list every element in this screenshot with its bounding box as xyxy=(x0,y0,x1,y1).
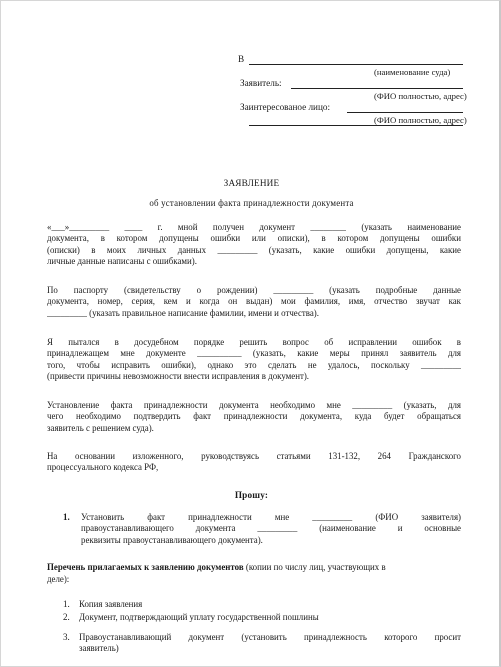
paragraph-line: Установление факта принадлежности документа необходимо мне _________ (указать, для xyxy=(47,400,461,410)
paragraph-line: личные данные написаны с ошибками). xyxy=(47,256,197,267)
paragraph-line: принадлежащем мне документе __________ (указать, какие меры принял заявитель для xyxy=(47,348,461,359)
attachment-item: Копия заявления xyxy=(79,599,143,609)
document-subtitle: об установлении факта принадлежности документа xyxy=(149,198,354,208)
paragraph-line: (описки) в моих личных данных _________ (указать, какие ошибки допущены, какие xyxy=(47,244,461,255)
request-heading: Прошу: xyxy=(234,490,269,500)
attachments-heading-rest: (копии по числу лиц, участвующих в xyxy=(243,562,386,572)
paragraph-line: По паспорту (свидетельству о рождении) _________ (указать подробные данные xyxy=(47,285,461,295)
paragraph-line: документа, в котором допущены ошибки или описки), в котором допущены ошибки xyxy=(47,233,461,244)
attachments-heading-bold: Перечень прилагаемых к заявлению документов xyxy=(47,562,244,572)
request-item xyxy=(81,512,461,546)
court-name-line xyxy=(249,64,463,65)
request-line: правоустанавливающего документа _________ (наименование и основные xyxy=(81,523,461,534)
attachment-number: 3. xyxy=(63,632,70,642)
request-line: Установить факт принадлежности мне _________ (ФИО заявителя) xyxy=(81,512,461,522)
paragraph-4 xyxy=(47,400,461,434)
paragraph-line: процессуального кодекса РФ, xyxy=(47,462,159,473)
attachments-heading-cont: деле): xyxy=(47,574,70,584)
paragraph-1 xyxy=(47,222,461,268)
paragraph-line: На основании изложенного, руководствуясь статьями 131-132, 264 Гражданского xyxy=(47,451,461,461)
attachment-item: Документ, подтверждающий уплату государственной пошлины xyxy=(79,612,319,622)
paragraph-3 xyxy=(47,337,461,383)
applicant-hint: (ФИО полностью, адрес) xyxy=(374,91,467,101)
paragraph-2 xyxy=(47,285,461,319)
court-name-hint: (наименование суда) xyxy=(374,67,451,77)
paragraph-line: (привести причины невозможности внести исправления в документ). xyxy=(47,371,310,382)
paragraph-line: _________ (указать правильное написание фамилии, имени и отчества). xyxy=(47,307,319,318)
attachments-heading xyxy=(47,562,386,573)
request-line: реквизиты правоустанавливающего документа). xyxy=(81,534,263,545)
paragraph-line: Я пытался в досудебном порядке решить вопрос об исправлении ошибок в xyxy=(47,337,461,347)
paragraph-line: документа, номер, серия, кем и когда он выдан) мои фамилия, имя, отчество звучат как xyxy=(47,296,461,307)
paragraph-line: «___»_________ ____ г. мной получен документ ________ (указать наименование xyxy=(47,222,461,232)
court-prefix: В xyxy=(238,54,245,64)
attachment-number: 2. xyxy=(63,612,70,622)
paragraph-line: заявитель с решением суда). xyxy=(47,422,154,433)
interested-label: Заинтересованое лицо: xyxy=(240,102,331,112)
applicant-line xyxy=(291,88,463,89)
attachment-line: заявитель) xyxy=(79,643,119,654)
interested-hint: (ФИО полностью, адрес) xyxy=(374,115,467,125)
attachment-line: Правоустанавливающий документ (установить принадлежность которого просит xyxy=(79,632,461,642)
attachment-item-3 xyxy=(79,632,461,655)
document-title: ЗАЯВЛЕНИЕ xyxy=(223,178,280,188)
interested-line xyxy=(347,112,463,113)
attachment-number: 1. xyxy=(63,599,70,609)
paragraph-line: чего необходимо подтвердить факт принадлежности документа, куда будет обращаться xyxy=(47,411,461,422)
paragraph-line: того, чтобы исправить ошибки), однако это сделать не удалось, поскольку _________ xyxy=(47,359,461,370)
paragraph-5 xyxy=(47,451,461,474)
request-item-number: 1. xyxy=(63,512,70,522)
applicant-label: Заявитель: xyxy=(240,78,282,88)
